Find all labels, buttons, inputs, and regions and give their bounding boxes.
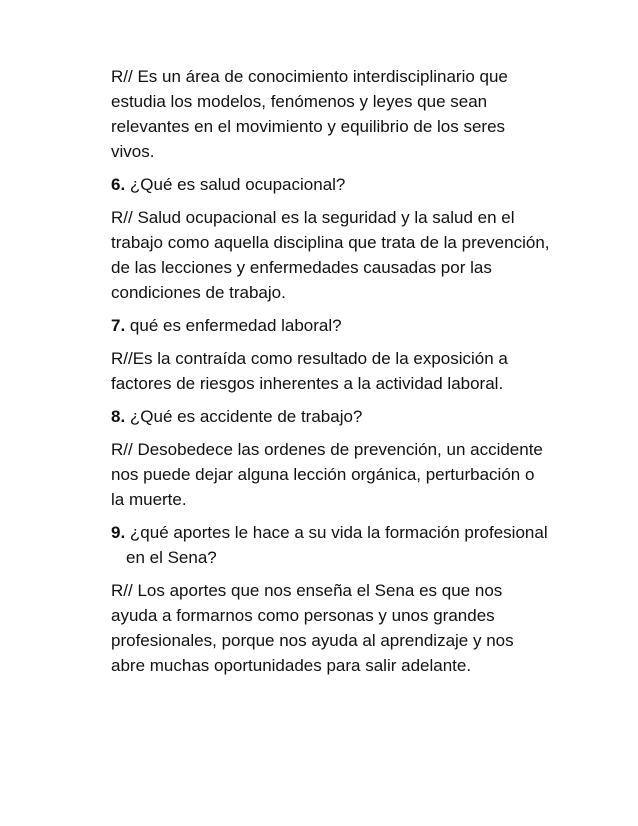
document-page bbox=[111, 64, 551, 686]
answer-5: R// Es un área de conocimiento interdisciplinario que estudia los modelos, fenómenos y leyes que sean relevantes en el movimiento y equilibrio de los seres vivos. bbox=[111, 67, 508, 161]
question-8-text: ¿Qué es accidente de trabajo? bbox=[125, 407, 363, 426]
question-8-number: 8. bbox=[111, 407, 126, 426]
answer-9: R// Los aportes que nos enseña el Sena es que nos ayuda a formarnos como personas y unos grandes profesionales, porque nos ayuda al aprendizaje y nos abre muchas oportunidades para salir adelante. bbox=[111, 581, 514, 675]
question-7-text: qué es enfermedad laboral? bbox=[125, 316, 342, 335]
question-9-number: 9. bbox=[111, 523, 126, 542]
answer-7: R//Es la contraída como resultado de la exposición a factores de riesgos inherentes a la actividad laboral. bbox=[111, 349, 508, 393]
question-8 bbox=[111, 404, 551, 429]
question-7 bbox=[111, 313, 551, 338]
question-6-text: ¿Qué es salud ocupacional? bbox=[125, 175, 346, 194]
question-6-number: 6. bbox=[111, 175, 126, 194]
question-9-text: ¿qué aportes le hace a su vida la formación profesional en el Sena? bbox=[125, 523, 548, 567]
question-9 bbox=[111, 520, 551, 570]
question-6 bbox=[111, 172, 551, 197]
answer-6: R// Salud ocupacional es la seguridad y la salud en el trabajo como aquella disciplina que trata de la prevención, de las lecciones y enfermedades causadas por las condiciones de trabajo. bbox=[111, 208, 550, 302]
answer-8: R// Desobedece las ordenes de prevención, un accidente nos puede dejar alguna lección orgánica, perturbación o la muerte. bbox=[111, 440, 543, 509]
question-7-number: 7. bbox=[111, 316, 126, 335]
